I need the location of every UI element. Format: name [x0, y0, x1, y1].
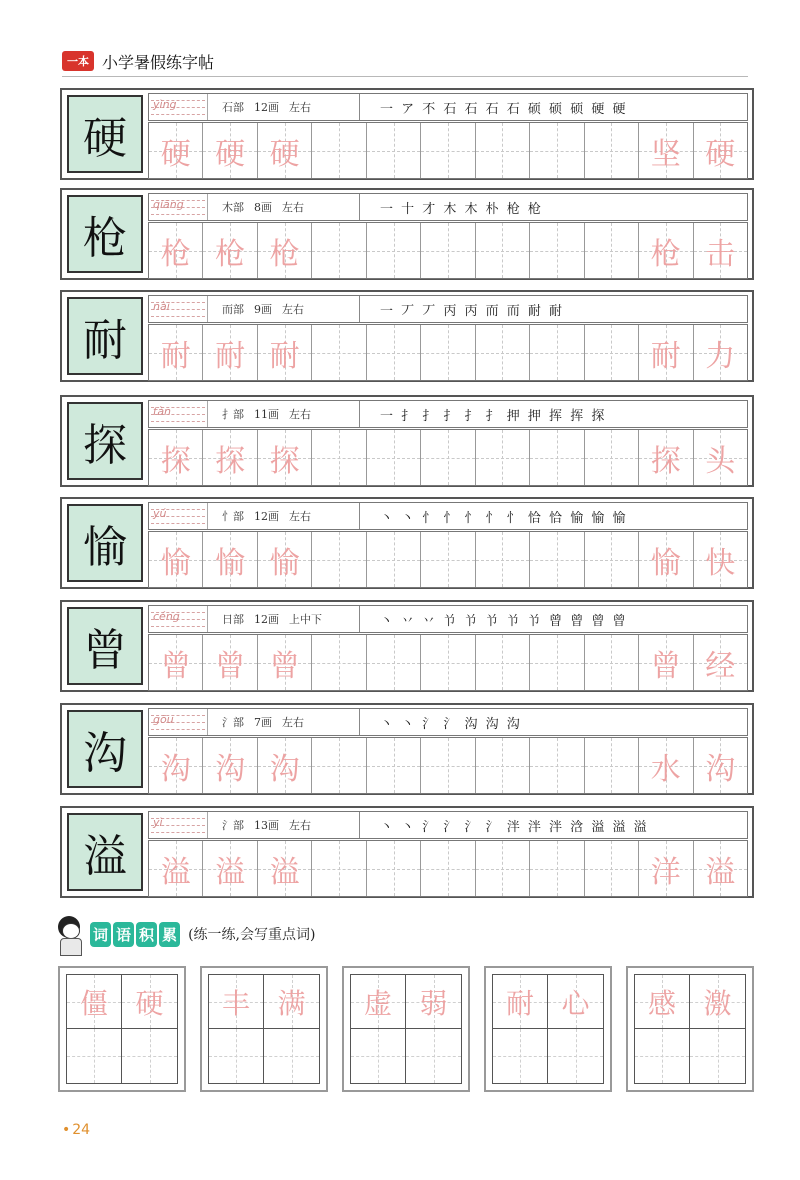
trace-character: 曾 [650, 648, 681, 684]
stroke-count: 12画 [254, 510, 279, 523]
practice-cell[interactable] [476, 532, 530, 587]
pinyin-text: céng [153, 610, 180, 623]
practice-cell[interactable] [203, 532, 257, 587]
practice-cell[interactable] [585, 635, 639, 690]
structure: 左右 [289, 101, 311, 114]
series-badge: 一本 [62, 51, 94, 71]
char-info-row [148, 400, 748, 428]
practice-cell[interactable] [476, 841, 530, 896]
practice-cell[interactable] [530, 635, 584, 690]
char-entry [60, 703, 754, 795]
writing-grid [148, 840, 748, 897]
practice-cell[interactable] [367, 841, 421, 896]
writing-grid [148, 324, 748, 381]
trace-character: 沟 [705, 751, 736, 787]
char-info-row [148, 295, 748, 323]
practice-cell[interactable] [639, 635, 693, 690]
radical: 日部 [222, 613, 244, 626]
vocab-grid [492, 974, 604, 1084]
practice-cell[interactable] [639, 841, 693, 896]
structure: 左右 [289, 408, 311, 421]
vocab-trace-char: 满 [277, 986, 306, 1020]
structure: 左右 [289, 819, 311, 832]
writing-grid [148, 222, 748, 279]
trace-character: 击 [705, 236, 736, 272]
stroke-order: 丶 丶 氵 氵 氵 氵 泮 泮 泮 浛 溢 溢 溢 [380, 819, 649, 835]
trace-character: 枪 [269, 236, 300, 272]
practice-cell[interactable] [694, 430, 747, 485]
practice-cell[interactable] [258, 738, 312, 793]
vocab-title-char: 积 [136, 922, 157, 947]
char-info-row [148, 93, 748, 121]
practice-cell[interactable] [421, 223, 475, 278]
radical: 石部 [222, 101, 244, 114]
vocab-grid [208, 974, 320, 1084]
practice-cell[interactable] [203, 738, 257, 793]
char-entry [60, 497, 754, 589]
stroke-count: 8画 [254, 201, 272, 214]
practice-cell[interactable] [530, 123, 584, 178]
practice-cell[interactable] [149, 123, 203, 178]
writing-grid [148, 122, 748, 179]
practice-cell[interactable] [258, 532, 312, 587]
pinyin-box [149, 296, 208, 322]
trace-character: 愉 [269, 545, 300, 581]
char-entry [60, 395, 754, 487]
vocab-word-box [342, 966, 470, 1092]
vocab-cell[interactable] [122, 1029, 177, 1083]
trace-character: 枪 [215, 236, 246, 272]
stroke-order: 丶 丶 忄 忄 忄 忄 忄 恰 恰 愉 愉 愉 [380, 510, 628, 526]
writing-grid [148, 429, 748, 486]
practice-cell[interactable] [476, 430, 530, 485]
practice-cell[interactable] [530, 532, 584, 587]
structure: 左右 [282, 201, 304, 214]
pinyin-box [149, 401, 208, 427]
stroke-count: 13画 [254, 819, 279, 832]
vocab-trace-char: 虚 [363, 986, 392, 1020]
structure: 左右 [282, 716, 304, 729]
page-number: • 24 [62, 1122, 91, 1138]
practice-cell[interactable] [203, 325, 257, 380]
practice-cell[interactable] [203, 841, 257, 896]
practice-cell[interactable] [367, 430, 421, 485]
practice-cell[interactable] [694, 123, 747, 178]
model-character: 探 [67, 402, 143, 480]
vocab-title-char: 词 [90, 922, 111, 947]
practice-cell[interactable] [476, 325, 530, 380]
pinyin-text: gōu [153, 713, 174, 726]
pinyin-box [149, 606, 208, 632]
char-meta [208, 401, 360, 427]
char-entry [60, 188, 754, 280]
pinyin-box [149, 709, 208, 735]
practice-cell[interactable] [476, 635, 530, 690]
practice-cell[interactable] [639, 123, 693, 178]
char-entry [60, 290, 754, 382]
vocab-cell[interactable] [548, 1029, 603, 1083]
practice-cell[interactable] [312, 123, 366, 178]
practice-cell[interactable] [312, 841, 366, 896]
trace-character: 曾 [160, 648, 191, 684]
practice-cell[interactable] [203, 223, 257, 278]
model-character: 曾 [67, 607, 143, 685]
vocab-word-box [58, 966, 186, 1092]
practice-cell[interactable] [694, 532, 747, 587]
practice-cell[interactable] [694, 635, 747, 690]
practice-cell[interactable] [421, 841, 475, 896]
vocab-title-char: 语 [113, 922, 134, 947]
model-character: 枪 [67, 195, 143, 273]
vocab-grid [66, 974, 178, 1084]
structure: 左右 [282, 303, 304, 316]
practice-cell[interactable] [694, 223, 747, 278]
model-character: 溢 [67, 813, 143, 891]
practice-cell[interactable] [367, 532, 421, 587]
practice-cell[interactable] [367, 635, 421, 690]
practice-cell[interactable] [312, 738, 366, 793]
model-character: 耐 [67, 297, 143, 375]
vocab-cell[interactable] [351, 1029, 406, 1083]
practice-cell[interactable] [421, 635, 475, 690]
vocab-section-header [56, 912, 315, 956]
vocab-trace-char: 弱 [419, 986, 448, 1020]
trace-character: 枪 [650, 236, 681, 272]
trace-character: 快 [705, 545, 736, 581]
char-entry [60, 600, 754, 692]
trace-character: 沟 [215, 751, 246, 787]
pinyin-text: yú [153, 507, 167, 520]
char-info-row [148, 502, 748, 530]
stroke-count: 12画 [254, 613, 279, 626]
char-entry [60, 806, 754, 898]
trace-character: 洋 [650, 854, 681, 890]
char-meta [208, 94, 360, 120]
vocab-word-box [484, 966, 612, 1092]
structure: 上中下 [289, 613, 322, 626]
vocab-cell[interactable] [635, 975, 690, 1029]
char-entry [60, 88, 754, 180]
trace-character: 坚 [650, 136, 681, 172]
practice-cell[interactable] [203, 123, 257, 178]
practice-cell[interactable] [312, 430, 366, 485]
radical: 氵部 [222, 716, 244, 729]
trace-character: 经 [705, 648, 736, 684]
radical: 木部 [222, 201, 244, 214]
stroke-order: 一 丆 丆 丙 丙 而 而 耐 耐 [380, 303, 565, 319]
practice-cell[interactable] [476, 223, 530, 278]
trace-character: 头 [705, 443, 736, 479]
stroke-order: 丶 丷 丷 兯 兯 兯 兯 兯 曾 曾 曾 曾 [380, 613, 628, 629]
vocab-grid [350, 974, 462, 1084]
practice-cell[interactable] [203, 430, 257, 485]
stroke-count: 7画 [254, 716, 272, 729]
pinyin-text: nài [153, 300, 170, 313]
pinyin-text: tàn [153, 405, 172, 418]
practice-cell[interactable] [258, 430, 312, 485]
boy-thinking-icon [56, 914, 86, 954]
practice-cell[interactable] [421, 325, 475, 380]
trace-character: 探 [269, 443, 300, 479]
model-character: 愉 [67, 504, 143, 582]
practice-cell[interactable] [421, 532, 475, 587]
trace-character: 硬 [215, 136, 246, 172]
stroke-order: 丶 丶 氵 氵 沟 沟 沟 [380, 716, 522, 732]
practice-cell[interactable] [694, 841, 747, 896]
pinyin-text: yìng [153, 98, 177, 111]
practice-cell[interactable] [585, 123, 639, 178]
char-info-row [148, 193, 748, 221]
char-meta [208, 709, 360, 735]
stroke-order: 一 十 才 木 木 朴 枪 枪 [380, 201, 543, 217]
char-meta [208, 812, 360, 838]
practice-cell[interactable] [258, 635, 312, 690]
practice-cell[interactable] [258, 223, 312, 278]
vocab-cell[interactable] [406, 975, 461, 1029]
practice-cell[interactable] [639, 738, 693, 793]
practice-cell[interactable] [421, 430, 475, 485]
page-header [62, 48, 214, 74]
trace-character: 溢 [215, 854, 246, 890]
radical: 忄部 [222, 510, 244, 523]
pinyin-text: qiāng [153, 198, 184, 211]
trace-character: 沟 [160, 751, 191, 787]
vocab-grid [634, 974, 746, 1084]
trace-character: 曾 [269, 648, 300, 684]
practice-cell[interactable] [149, 841, 203, 896]
vocab-trace-char: 耐 [505, 986, 534, 1020]
vocab-title [90, 922, 182, 947]
vocab-trace-char: 心 [561, 986, 590, 1020]
vocab-cell[interactable] [122, 975, 177, 1029]
vocab-cell[interactable] [67, 975, 122, 1029]
practice-cell[interactable] [149, 325, 203, 380]
practice-cell[interactable] [421, 738, 475, 793]
trace-character: 溢 [269, 854, 300, 890]
practice-cell[interactable] [530, 841, 584, 896]
practice-cell[interactable] [585, 430, 639, 485]
practice-cell[interactable] [530, 223, 584, 278]
stroke-count: 12画 [254, 101, 279, 114]
char-info-row [148, 811, 748, 839]
vocab-word-box [200, 966, 328, 1092]
trace-character: 耐 [215, 338, 246, 374]
vocab-trace-char: 感 [647, 986, 676, 1020]
vocab-trace-char: 丰 [221, 986, 250, 1020]
pinyin-box [149, 94, 208, 120]
vocab-cell[interactable] [351, 975, 406, 1029]
pinyin-box [149, 194, 208, 220]
radical: 而部 [222, 303, 244, 316]
stroke-count: 9画 [254, 303, 272, 316]
practice-cell[interactable] [312, 532, 366, 587]
practice-cell[interactable] [476, 738, 530, 793]
trace-character: 硬 [269, 136, 300, 172]
trace-character: 探 [160, 443, 191, 479]
practice-cell[interactable] [149, 635, 203, 690]
trace-character: 溢 [705, 854, 736, 890]
trace-character: 愉 [160, 545, 191, 581]
vocab-cell[interactable] [209, 975, 264, 1029]
trace-character: 探 [215, 443, 246, 479]
practice-cell[interactable] [149, 532, 203, 587]
practice-cell[interactable] [639, 325, 693, 380]
stroke-count: 11画 [254, 408, 279, 421]
practice-cell[interactable] [639, 223, 693, 278]
model-character: 沟 [67, 710, 143, 788]
practice-cell[interactable] [367, 123, 421, 178]
vocab-trace-char: 僵 [79, 986, 108, 1020]
char-meta [208, 296, 360, 322]
vocab-title-char: 累 [159, 922, 180, 947]
trace-character: 枪 [160, 236, 191, 272]
vocab-cell[interactable] [690, 1029, 745, 1083]
trace-character: 力 [705, 338, 736, 374]
structure: 左右 [289, 510, 311, 523]
practice-cell[interactable] [149, 223, 203, 278]
practice-cell[interactable] [203, 635, 257, 690]
practice-cell[interactable] [585, 738, 639, 793]
model-character: 硬 [67, 95, 143, 173]
vocab-cell[interactable] [67, 1029, 122, 1083]
practice-cell[interactable] [530, 430, 584, 485]
trace-character: 耐 [160, 338, 191, 374]
practice-cell[interactable] [585, 325, 639, 380]
vocab-cell[interactable] [493, 975, 548, 1029]
trace-character: 硬 [160, 136, 191, 172]
vocab-instruction: (练一练,会写重点词) [188, 927, 316, 943]
trace-character: 水 [650, 751, 681, 787]
trace-character: 溢 [160, 854, 191, 890]
trace-character: 硬 [705, 136, 736, 172]
radical: 氵部 [222, 819, 244, 832]
practice-cell[interactable] [694, 738, 747, 793]
writing-grid [148, 737, 748, 794]
practice-cell[interactable] [312, 325, 366, 380]
practice-cell[interactable] [585, 532, 639, 587]
practice-cell[interactable] [312, 635, 366, 690]
stroke-order: 一 扌 扌 扌 扌 扌 押 押 挥 挥 探 [380, 408, 607, 424]
practice-cell[interactable] [421, 123, 475, 178]
vocab-cell[interactable] [264, 975, 319, 1029]
practice-cell[interactable] [367, 738, 421, 793]
practice-cell[interactable] [639, 430, 693, 485]
practice-cell[interactable] [367, 325, 421, 380]
char-info-row [148, 605, 748, 633]
vocab-cell[interactable] [493, 1029, 548, 1083]
practice-cell[interactable] [149, 430, 203, 485]
trace-character: 曾 [215, 648, 246, 684]
trace-character: 耐 [650, 338, 681, 374]
vocab-word-box [626, 966, 754, 1092]
practice-cell[interactable] [585, 223, 639, 278]
pinyin-box [149, 503, 208, 529]
vocab-trace-char: 硬 [135, 986, 164, 1020]
practice-cell[interactable] [258, 325, 312, 380]
practice-cell[interactable] [585, 841, 639, 896]
char-meta [208, 606, 360, 632]
book-title: 小学暑假练字帖 [102, 52, 215, 72]
writing-grid [148, 531, 748, 588]
practice-cell[interactable] [694, 325, 747, 380]
practice-cell[interactable] [530, 325, 584, 380]
vocab-cell[interactable] [264, 1029, 319, 1083]
char-info-row [148, 708, 748, 736]
pinyin-text: yì [153, 816, 163, 829]
writing-grid [148, 634, 748, 691]
vocab-trace-char: 激 [703, 986, 732, 1020]
stroke-order: 一 ア 不 石 石 石 石 硕 硕 硕 硬 硬 [380, 101, 628, 117]
practice-cell[interactable] [258, 123, 312, 178]
trace-character: 探 [650, 443, 681, 479]
practice-cell[interactable] [258, 841, 312, 896]
practice-cell[interactable] [476, 123, 530, 178]
vocab-cell[interactable] [690, 975, 745, 1029]
header-divider [62, 76, 748, 77]
char-meta [208, 503, 360, 529]
page-number-text: 24 [72, 1122, 91, 1138]
vocab-cell[interactable] [548, 975, 603, 1029]
vocab-cell[interactable] [635, 1029, 690, 1083]
pinyin-box [149, 812, 208, 838]
vocab-cell[interactable] [209, 1029, 264, 1083]
practice-cell[interactable] [530, 738, 584, 793]
practice-cell[interactable] [639, 532, 693, 587]
trace-character: 耐 [269, 338, 300, 374]
trace-character: 愉 [650, 545, 681, 581]
practice-cell[interactable] [149, 738, 203, 793]
practice-cell[interactable] [367, 223, 421, 278]
vocab-cell[interactable] [406, 1029, 461, 1083]
trace-character: 沟 [269, 751, 300, 787]
practice-cell[interactable] [312, 223, 366, 278]
radical: 扌部 [222, 408, 244, 421]
trace-character: 愉 [215, 545, 246, 581]
char-meta [208, 194, 360, 220]
